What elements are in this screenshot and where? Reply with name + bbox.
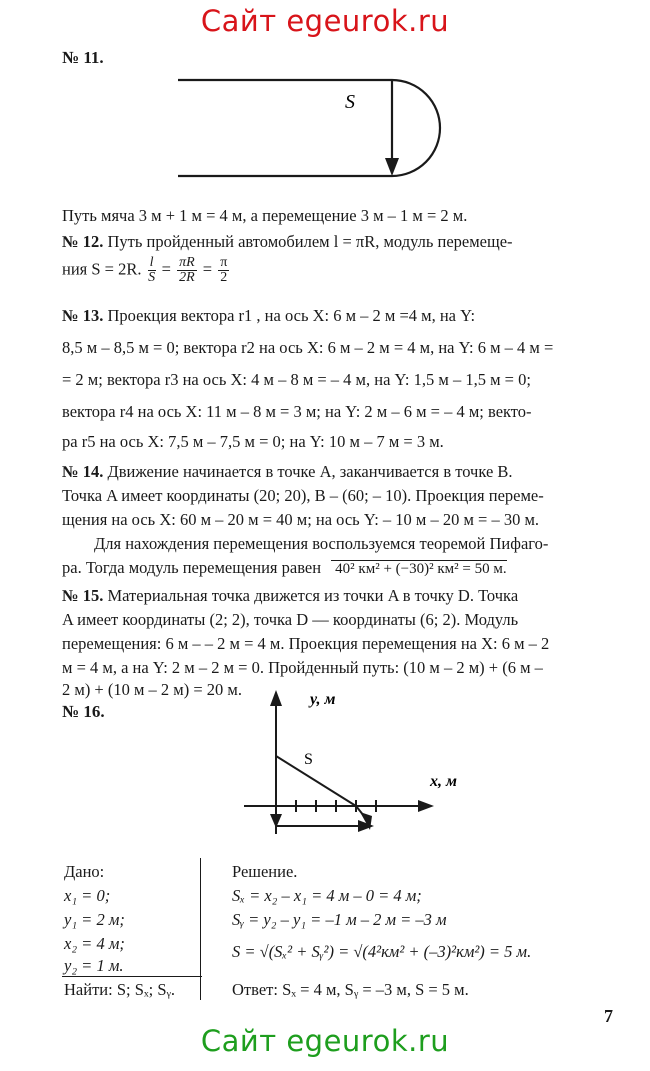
find-text: Найти: S; Sₓ; Sᵧ.	[64, 980, 176, 999]
problem-13-line4: вектора r4 на ось X: 11 м – 8 м = 3 м; на Y: 2 м – 6 м = – 4 м; векто-	[62, 402, 532, 421]
problem-15-line3: перемещения: 6 м – – 2 м = 4 м. Проекция перемещения на X: 6 м – 2	[62, 634, 550, 653]
problem-14-line4: Для нахождения перемещения воспользуемся теоремой Пифаго-	[94, 534, 549, 553]
problem-12-line2: ния S = 2R.	[62, 259, 142, 279]
problem-15-line1: Материальная точка движется из точки A в точку D. Точка	[107, 586, 519, 605]
fraction-pir-2r: $\frac{\pi R}{2R}$	[179, 255, 195, 285]
given-x2: x₂ = 4 м;	[64, 934, 125, 953]
problem-12-line1: Путь пройденный автомобилем l = πR, модуль перемеще-	[107, 232, 513, 251]
problem-15-line5: 2 м) + (10 м – 2 м) = 20 м.	[62, 680, 242, 699]
problem-16-graph	[230, 684, 470, 844]
problem-13-line5: ра r5 на ось X: 7,5 м – 7,5 м = 0; на Y: 10 м – 7 м = 3 м.	[62, 432, 444, 451]
table-divider-vertical	[200, 858, 201, 1000]
solution-sy: Sᵧ = y₂ – y₁ = –1 м – 2 м = –3 м	[232, 910, 447, 929]
solution-title: Решение.	[232, 862, 298, 881]
graph-y-label: y, м	[310, 691, 336, 708]
problem-14-line5: ра. Тогда модуль перемещения равен	[62, 558, 322, 577]
given-x1: x₁ = 0;	[64, 886, 111, 905]
problem-13-line1: Проекция вектора r1 , на ось X: 6 м – 2 м =4 м, на Y:	[107, 306, 476, 325]
problem-15-line4: м = 4 м, а на Y: 2 м – 2 м = 0. Пройденный путь: (10 м – 2 м) + (6 м –	[62, 658, 543, 677]
problem-12-number: № 12.	[62, 232, 104, 251]
problem-14-number: № 14.	[62, 462, 104, 481]
problem-14-line1: Движение начинается в точке A, заканчивается в точке B.	[107, 462, 513, 481]
problem-11-diagram	[170, 70, 490, 190]
problem-13-number: № 13.	[62, 306, 104, 325]
problem-13-line2: 8,5 м – 8,5 м = 0; вектора r2 на ось X: 6 м – 2 м = 4 м, на Y: 6 м – 4 м =	[62, 338, 554, 357]
problem-14-line2: Точка A имеет координаты (20; 20), B – (60; – 10). Проекция переме-	[62, 486, 544, 505]
page-number: 7	[604, 1006, 613, 1026]
watermark-top: Сайт egeurok.ru	[200, 4, 450, 38]
answer-text: Ответ: Sₓ = 4 м, Sᵧ = –3 м, S = 5 м.	[232, 980, 469, 999]
given-y1: y₁ = 2 м;	[64, 910, 125, 929]
table-divider-horizontal	[62, 976, 202, 977]
problem-14-line3: щения на ось X: 60 м – 20 м = 40 м; на ось Y: – 10 м – 20 м = – 30 м.	[62, 510, 540, 529]
problem-11-number: № 11.	[62, 48, 104, 67]
solution-sx: Sₓ = x₂ – x₁ = 4 м – 0 = 4 м;	[232, 886, 422, 905]
problem-15-number: № 15.	[62, 586, 104, 605]
problem-16-number: № 16.	[62, 702, 105, 721]
pythagoras-formula: 40² км² + (−30)² км² = 50 м.	[331, 560, 506, 577]
graph-x-label: x, м	[430, 773, 457, 790]
given-y2: y₂ = 1 м.	[64, 956, 124, 975]
solution-s: S = √(Sₓ² + Sᵧ²) = √(4²км² + (–3)²км²) = 5 м.	[232, 942, 532, 961]
problem-13-line3: = 2 м; вектора r3 на ось X: 4 м – 8 м = – 4 м, на Y: 1,5 м – 1,5 м = 0;	[62, 370, 531, 389]
diagram-11-s-label: S	[345, 91, 355, 113]
fraction-pi-2: $\frac{\pi}{2}$	[220, 255, 228, 285]
fraction-l-s: $\frac{l}{S}$	[148, 255, 156, 285]
given-title: Дано:	[64, 862, 105, 881]
watermark-bottom: Сайт egeurok.ru	[200, 1024, 450, 1058]
graph-s-label: S	[304, 751, 313, 768]
problem-15-line2: A имеет координаты (2; 2), точка D — координаты (6; 2). Модуль	[62, 610, 519, 629]
problem-11-text: Путь мяча 3 м + 1 м = 4 м, а перемещение 3 м – 1 м = 2 м.	[62, 206, 468, 225]
